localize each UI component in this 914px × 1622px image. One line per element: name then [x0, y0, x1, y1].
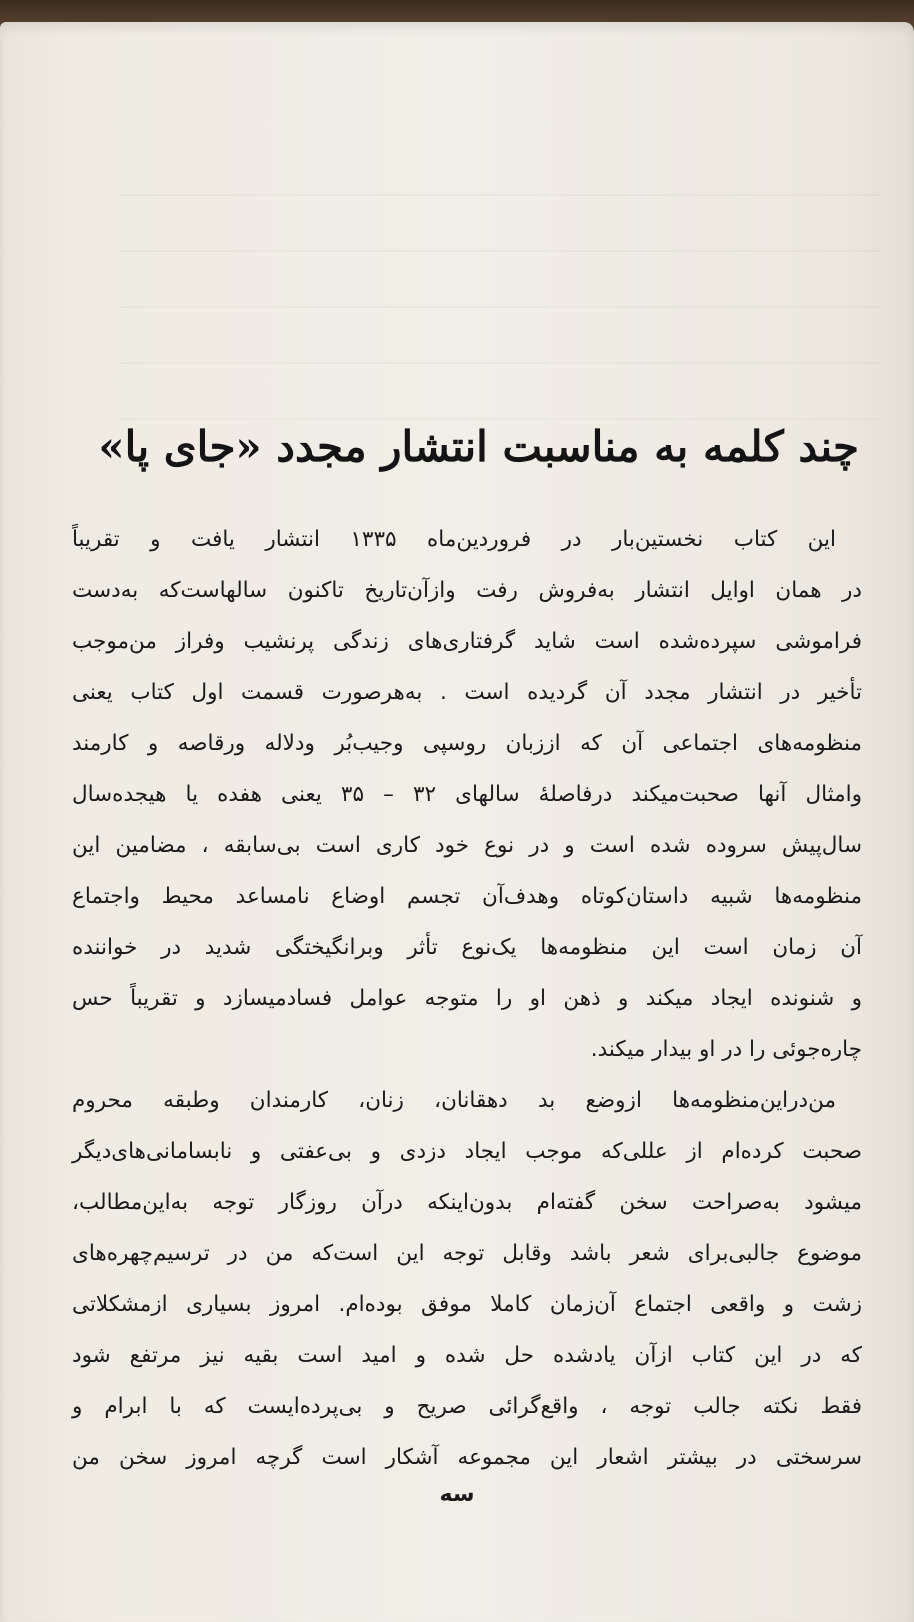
text-line: تأخیر در انتشار مجدد آن گردیده است . به‌هرصورت قسمت اول کتاب یعنی	[72, 680, 862, 705]
text-line: این کتاب نخستین‌بار در فروردین‌ماه ۱۳۳۵ انتشار یافت و تقریباً	[72, 527, 836, 552]
body-paragraphs	[72, 514, 862, 1483]
text-line: صحبت کرده‌ام از عللی‌که موجب ایجاد دزدی و بی‌عفتی و نابسامانی‌های‌دیگر	[72, 1139, 862, 1164]
text-line: موضوع جالبی‌برای شعر باشد وقابل توجه این است‌که من در ترسیم‌چهره‌های	[72, 1241, 862, 1266]
text-line: منظومه‌ها شبیه داستان‌کوتاه وهدف‌آن تجسم اوضاع نامساعد محیط واجتماع	[72, 884, 862, 909]
book-page	[0, 22, 914, 1622]
text-line: در همان اوایل انتشار به‌فروش رفت وازآن‌تاریخ تاکنون سالهاست‌که به‌دست	[72, 578, 862, 603]
text-line: سرسختی در بیشتر اشعار این مجموعه آشکار است گرچه امروز سخن من	[72, 1445, 862, 1470]
text-line: منظومه‌های اجتماعی آن که اززبان روسپی وجیب‌بُر ودلاله ورقاصه و کارمند	[72, 731, 862, 756]
text-line: فقط نکته جالب توجه ، واقع‌گرائی صریح و بی‌پرده‌ایست که با ابرام و	[72, 1394, 862, 1419]
page-title: چند کلمه به مناسبت انتشار مجدد «جای پا»	[98, 422, 859, 471]
text-line: که در این کتاب ازآن یادشده حل شده و امید است بقیه نیز مرتفع شود	[72, 1343, 862, 1368]
text-line: من‌دراین‌منظومه‌ها ازوضع بد دهقانان، زنان، کارمندان وطبقه محروم	[72, 1088, 836, 1113]
text-line: زشت و واقعی اجتماع آن‌زمان کاملا موفق بوده‌ام. امروز بسیاری ازمشکلاتی	[72, 1292, 862, 1317]
text-line: سال‌پیش سروده شده است و در نوع خود کاری است بی‌سابقه ، مضامین این	[72, 833, 862, 858]
text-line: چاره‌جوئی را در او بیدار میکند.	[590, 1037, 862, 1062]
bleed-through-texture	[120, 142, 880, 442]
text-line: میشود به‌صراحت سخن گفته‌ام بدون‌اینکه درآن روزگار توجه به‌این‌مطالب،	[72, 1190, 862, 1215]
text-line: وامثال آنها صحبت‌میکند درفاصلهٔ سالهای ۳۲ – ۳۵ یعنی هفده یا هیجده‌سال	[72, 782, 862, 807]
text-line: آن زمان است این منظومه‌ها یک‌نوع تأثر وبرانگیختگی شدید در خواننده	[72, 935, 862, 960]
page-number: سه	[439, 1482, 475, 1507]
text-line: فراموشی سپرده‌شده است شاید گرفتاری‌های زندگی پرنشیب وفراز من‌موجب	[72, 629, 862, 654]
text-line: و شنونده ایجاد میکند و ذهن او را متوجه عوامل فسادمیسازد و تقریباً حس	[72, 986, 862, 1011]
